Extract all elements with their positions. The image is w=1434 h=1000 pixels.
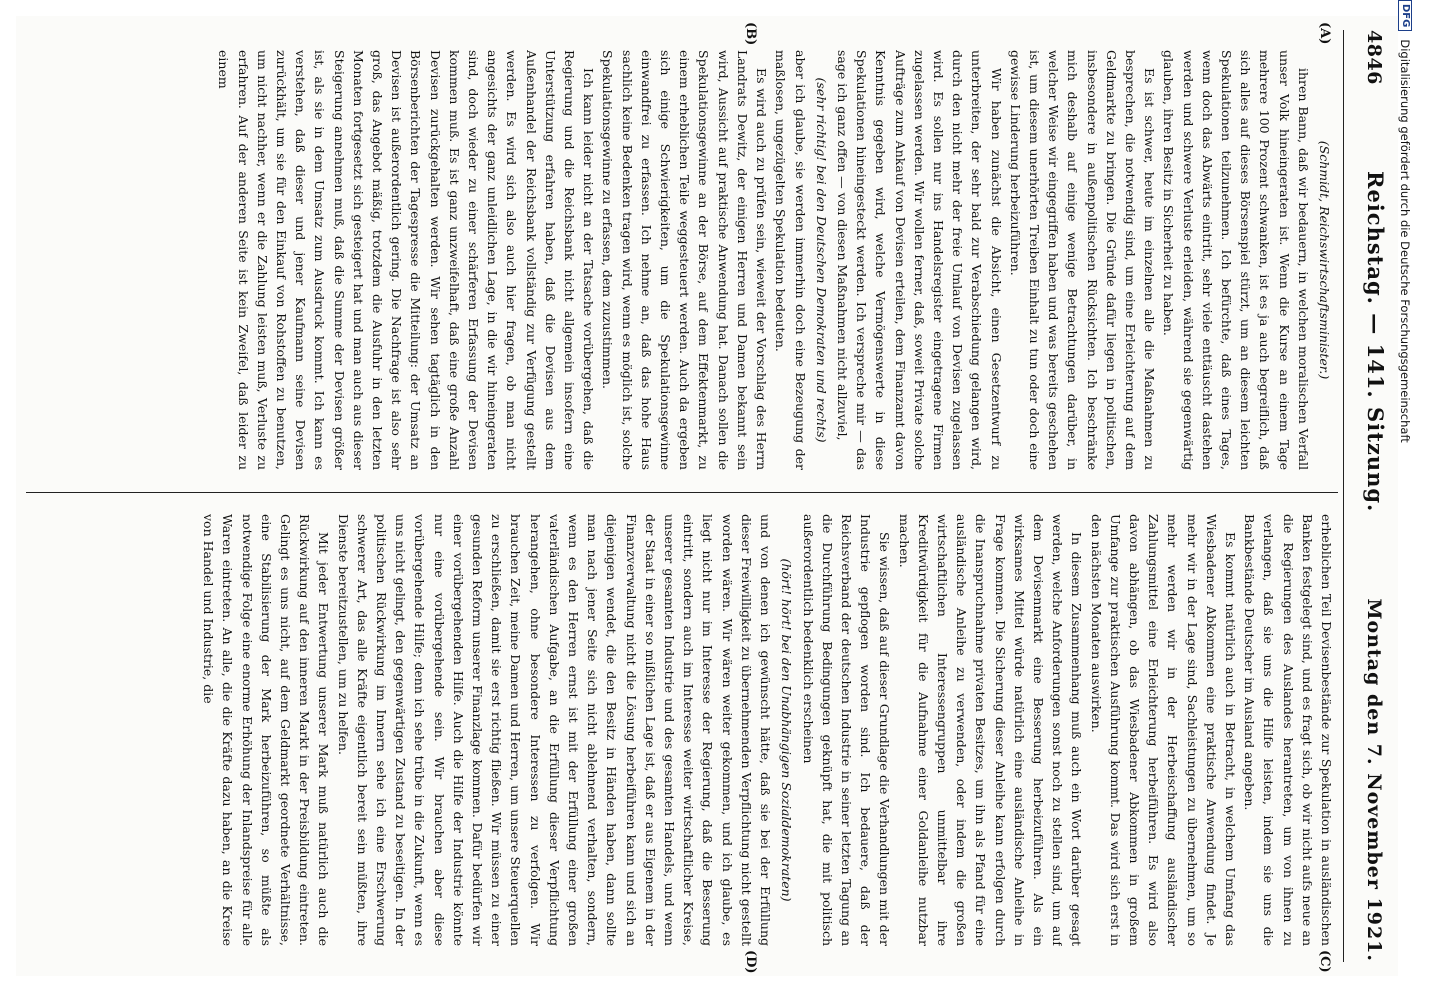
margin-marker-a: (A) <box>1317 22 1332 45</box>
session-date: Montag den 7. November 1921. <box>1363 598 1385 962</box>
paragraph: Sie wissen, daß auf dieser Grundlage die Verhandlungen mit der Industrie gepflogen worden sind. Ich bedauere, daß der Reichsverband der deutschen Industrie in seiner letzten Tagung an die Durchführung Bedingungen geknüpft hat, die mit politisch außerordentlich bedenklich erscheinen <box>800 514 893 946</box>
paragraph: In diesem Zusammenhang muß auch ein Wort darüber gesagt werden, welche Anforderungen sonst noch zu stellen sind, um auf dem Devisenmarkt eine Besserung herbeizuführen. Als ein wirksames Mittel würde natürlich eine ausländische Anleihe in Frage kommen. Die Sicherung dieser Anleihe kann erfolgen durch die Inanspruchnahme privaten Besitzes, um ihn als Pfand für eine ausländische Anleihe zu verwenden, oder indem die großen wirtschaftlichen Interessengruppen unmittelbar ihre Kreditwürdigkeit für die Aufnahme einer Goldanleihe nutzbar machen. <box>896 514 1085 946</box>
paragraph: Wir haben zunächst die Absicht, einen Gesetzentwurf zu unterbreiten, der sehr bald zur Verabschiedung gelangen wird, durch den nicht mehr der freie Umlauf von Devisen zugelassen wird. Es sollen nur ins Handelsregister eingetragene Firmen zugelassen werden. Wir wollen ferner, daß, soweit Private solche Aufträge zum Ankauf von Devisen erteilen, dem Finanzamt davon Kenntnis gegeben wird, welche Vermögenswerte in diese Spekulationen hineingesteckt werden. Ich verspreche mir — das sage ich ganz offen — von diesen Maßnahmen nicht allzuviel, <box>834 50 1004 470</box>
page-title: Reichstag. — 141. Sitzung. <box>1363 171 1388 513</box>
paragraph: aber ich glaube, sie werden immerhin doch eine Bezeugung der maßlosen, ungezügelten Spekulation bedeuten. <box>773 50 808 470</box>
interjection: (hört! hört! bei den Unabhängigen Sozialdemokraten) <box>779 558 795 902</box>
page-number: 4846 <box>1363 30 1385 85</box>
margin-marker-b: (B) <box>743 22 758 46</box>
paragraph: Es wird auch zu prüfen sein, wieweit der Vorschlag des Herrn Landrats Dewitz, der einigen Herren und Damen bekannt sein wird, Aussicht auf praktische Anwendung hat. Danach sollen die Spekulationsgewinne an der Börse, auf dem Effektenmarkt, zu einem erheblichen Teile weggesteuert werden. Auch da ergeben sich einige Schwierigkeiten, um die Spekulationsgewinne einwandfrei zu erfassen. Ich nehme an, daß das hohe Haus sachlich keine Bedenken tragen wird, wenn es möglich ist, solche Spekulationsgewinne zu erfassen, dem zuzustimmen. <box>600 50 770 470</box>
interjection: (sehr richtig! bei den Deutschen Demokraten und rechts) <box>813 77 829 443</box>
left-column <box>26 50 1336 470</box>
paragraph: erheblichen Teil Devisenbestände zur Spekulation in ausländischen Banken festgelegt sind, und es fragt sich, ob wir nicht aufs neue an die Regierungen des Auslandes herantreten, um von ihnen zu verlangen, daß sie uns die Hilfe leisten, indem sie uns die Bankbestände Deutscher im Ausland angeben. <box>1242 514 1334 946</box>
margin-marker-d: (D) <box>743 950 758 974</box>
speaker-line: (Schmidt, Reichswirtschaftsminister.) <box>1317 140 1332 380</box>
footer-text: Digitalisierung gefördert durch die Deutsche Forschungsgemeinschaft <box>1398 39 1412 443</box>
paragraph: ihren Bann, daß wir bedauern, in welchen moralischen Verfall unser Volk hineingeraten ist. Wenn die Kurse an einem Tage mehrere 100 Prozent schwanken, ist es ja auch begreiflich, daß sich alles auf dieses Börsenspiel stürzt, um an diesem leichten Spekulationen teilzunehmen. Ich befürchte, daß eines Tages, wenn doch das Abwärts eintritt, sehr viele enttäuscht dastehen werden und schwere Verluste erleiden, während sie gegenwärtig glauben, ihren Besitz in Sicherheit zu haben. <box>1161 50 1311 470</box>
digitization-footer <box>1396 0 1414 1000</box>
column-divider <box>26 492 1338 493</box>
paragraph: Mit jeder Entwertung unserer Mark muß natürlich auch die Rückwirkung auf den inneren Markt in der Preisbildung eintreten. Gelingt es uns nicht, auf dem Geldmarkt geordnete Verhältnisse, eine Stabilisierung der Mark herbeizuführen, so müßte als notwendige Folge eine enorme Erhöhung der Inlandspreise für alle Waren eintreten. An alle, die die Kräfte dazu haben, an die Kreise von Handel und Industrie, die <box>201 514 332 946</box>
paragraph: Es ist schwer, heute im einzelnen alle die Maßnahmen zu besprechen, die notwendig sind, um eine Erleichterung auf dem Geldmarkte zu bringen. Die Gründe dafür liegen in politischen, insbesondere in außenpolitischen Rücksichten. Ich beschränke mich deshalb auf einige wenige Betrachtungen darüber, in welcher Weise wir eingegriffen haben und was bereits geschehen ist, um diesem unerhörten Treiben Einhalt zu tun oder doch eine gewisse Linderung herbeizuführen. <box>1007 50 1158 470</box>
dfg-logo: DFG <box>1398 0 1412 31</box>
right-column <box>26 514 1336 946</box>
document-page <box>16 16 1398 976</box>
paragraph: Es kommt natürlich auch in Betracht, in welchem Umfang das Wiesbadener Abkommen eine praktische Anwendung findet. Je mehr wir in der Lage sind, Sachleistungen zu übernehmen, um so mehr werden wir in der Herbeischaffung ausländischer Zahlungsmittel eine Erleichterung herbeiführen. Es wird also davon abhängen, ob das Wiesbadener Abkommen in großem Umfange zur praktischen Ausführung kommt. Das wird sich erst in den nächsten Monaten auswirken. <box>1088 514 1238 946</box>
margin-marker-c: (C) <box>1317 950 1332 973</box>
page-header <box>1343 30 1388 962</box>
paragraph: Ich kann leider nicht an der Tatsache vorübergehen, daß die Regierung und die Reichsbank nicht allgemein insofern eine Unterstützung erfahren haben, daß die Devisen aus dem Außenhandel der Reichsbank vollständig zur Verfügung gestellt werden. Es wird sich also auch hier fragen, ob man nicht angesichts der ganz unleidlichen Lage, in die wir hineingeraten sind, doch wieder zu einer schärferen Erfassung der Devisen kommen muß. Es ist ganz unzweifelhaft, daß eine große Anzahl Devisen zurückgehalten werden. Wir sehen tagtäglich in den Börsenberichten der Tagespresse die Mitteilung: der Umsatz an Devisen ist außerordentlich gering. Die Nachfrage ist also sehr groß, das Angebot mäßig, trotzdem die Ausfuhr in den letzten Monaten fortgesetzt sich gesteigert hat und man auch aus dieser Steigerung annehmen muß, daß die Summe der Devisen größer ist, als sie in dem Umsatz zum Ausdruck kommt. Ich kann es verstehen, daß dieser und jener Kaufmann seine Devisen zurückhält, um sie für den Einkauf von Rohstoffen zu benutzen, um nicht nachher, wenn er die Zahlung leisten muß, Verluste zu erfahren. Auf der anderen Seite ist kein Zweifel, daß leider zu einem <box>216 50 597 470</box>
paragraph: und von denen ich gewünscht hätte, daß sie bei der Erfüllung dieser Freiwilligkeit zu übernehmenden Verpflichtung nicht gestellt worden wären. Wir wären weiter gekommen, und ich glaube, es liegt nicht nur im Interesse der Regierung, daß die Besserung eintritt, sondern auch im Interesse weiter wirtschaftlicher Kreise, unserer gesamten Industrie und des gesamten Handels, und wenn der Staat in einer so mißlichen Lage ist, daß er aus Eigenem in der Finanzverwaltung nicht die Lösung herbeiführen kann und sich an diejenigen wendet, die den Besitz in Händen haben, dann sollte man nach jener Seite sich nicht ablehnend verhalten, sondern, wenn es den Herren ernst ist mit der Erfüllung einer großen vaterländischen Aufgabe, an die Erfüllung dieser Verpflichtung herangehen, ohne besondere Interessen zu verfolgen. Wir brauchen Zeit, meine Damen und Herren, um unsere Steuerquellen zu erschließen, damit sie erst richtig fließen. Wir müssen zu einer gesunden Reform unserer Finanzlage kommen. Dafür bedürfen wir einer vorübergehenden Hilfe. Auch die Hilfe der Industrie könnte nur eine vorübergehende sein. Wir brauchen aber diese vorübergehende Hilfe; denn ich sehe trübe in die Zukunft, wenn es uns nicht gelingt, den gegenwärtigen Zustand zu beseitigen. In der politischen Rückwirkung im Innern sehe ich eine Erschwerung schwerer Art, das alle Kräfte eigentlich bereit sein müßten, ihre Dienste bereitzustellen, um zu helfen. <box>335 514 774 946</box>
